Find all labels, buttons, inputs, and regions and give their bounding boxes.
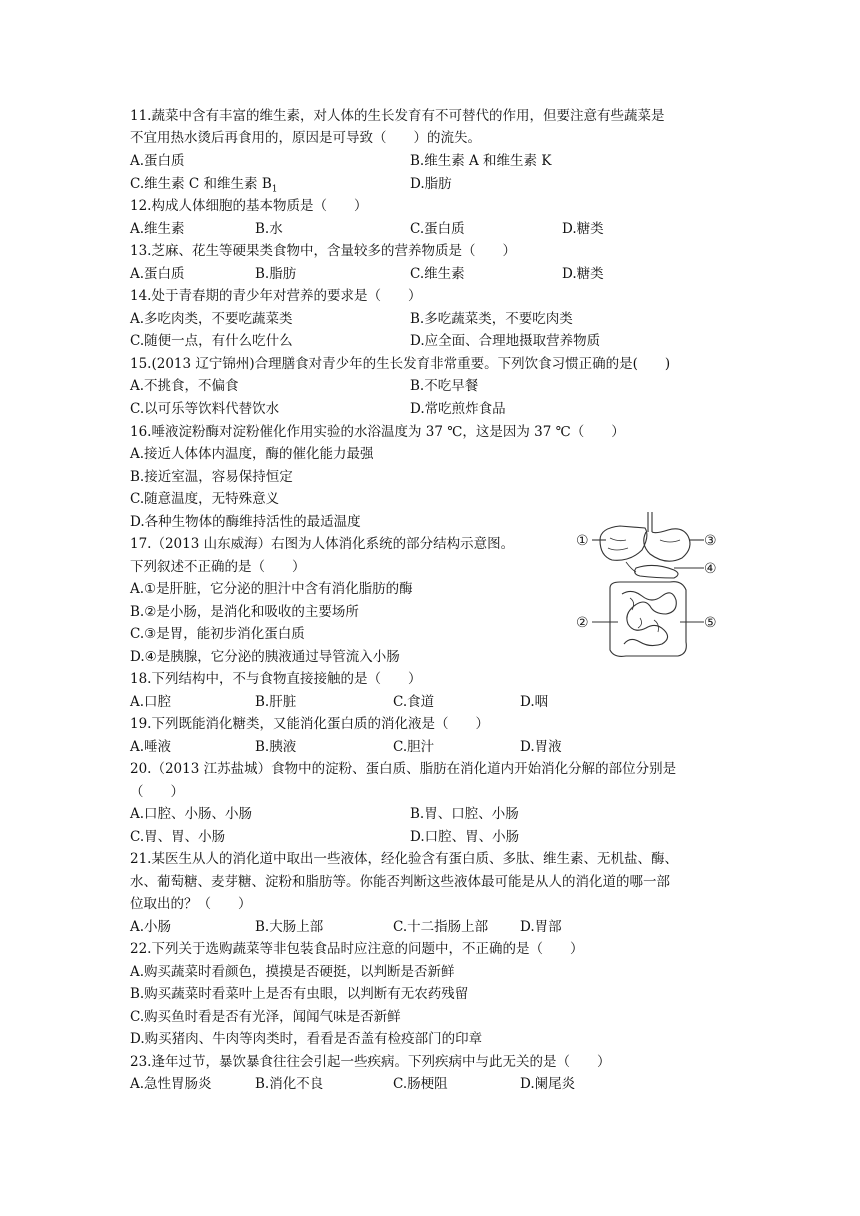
q12-stem: 12.构成人体细胞的基本物质是（ ） (130, 198, 368, 214)
q21-option-d[interactable]: D.胃部 (520, 919, 562, 935)
q21-option-b[interactable]: B.大肠上部 (255, 919, 324, 935)
q14-option-b[interactable]: B.多吃蔬菜类，不要吃肉类 (410, 311, 573, 327)
q12-option-c[interactable]: C.蛋白质 (410, 221, 465, 237)
q11-option-b[interactable]: B.维生素 A 和维生素 K (410, 153, 552, 169)
q15-option-c[interactable]: C.以可乐等饮料代替饮水 (130, 401, 280, 417)
q17-stem-line-2: 下列叙述不正确的是（ ） (130, 559, 306, 575)
q23-option-a[interactable]: A.急性胃肠炎 (130, 1076, 212, 1092)
stomach-shape (644, 529, 690, 561)
q20-option-a[interactable]: A.口腔、小肠、小肠 (130, 806, 253, 822)
q15-stem: 15.(2013 辽宁锦州)合理膳食对青少年的生长发育非常重要。下列饮食习惯正确的是( ) (130, 356, 671, 372)
q23-option-c[interactable]: C.肠梗阻 (393, 1076, 448, 1092)
q17-option-d[interactable]: D.④是胰腺，它分泌的胰液通过导管流入小肠 (130, 649, 400, 665)
esophagus-shape (648, 512, 652, 532)
q22-option-d[interactable]: D.购买猪肉、牛肉等肉类时，看看是否盖有检疫部门的印章 (130, 1031, 483, 1047)
q20-option-c[interactable]: C.胃、胃、小肠 (130, 829, 226, 845)
q17-option-a[interactable]: A.①是肝脏，它分泌的胆汁中含有消化脂肪的酶 (130, 581, 413, 597)
q23-option-d[interactable]: D.阑尾炎 (520, 1076, 576, 1092)
q11-option-c-text: C.维生素 C 和维生素 B (130, 176, 272, 192)
small-intestine-shape (622, 591, 676, 645)
figure-label-5: ⑤ (704, 615, 717, 631)
q11-stem-line-2: 不宜用热水烫后再食用的，原因是可导致（ ）的流失。 (130, 130, 481, 146)
q20-option-b[interactable]: B.胃、口腔、小肠 (410, 806, 519, 822)
q11-option-a[interactable]: A.蛋白质 (130, 153, 185, 169)
q16-option-a[interactable]: A.接近人体体内温度，酶的催化能力最强 (130, 446, 374, 462)
q20-option-d[interactable]: D.口腔、胃、小肠 (410, 829, 520, 845)
q12-option-a[interactable]: A.维生素 (130, 221, 185, 237)
q12-option-d[interactable]: D.糖类 (562, 221, 604, 237)
figure-label-1: ① (576, 533, 589, 549)
q22-option-b[interactable]: B.购买蔬菜时看菜叶上是否有虫眼，以判断有无农药残留 (130, 986, 469, 1002)
q21-stem-line-2: 水、葡萄糖、麦芽糖、淀粉和脂肪等。你能否判断这些液体最可能是从人的消化道的哪一部 (130, 874, 670, 890)
q11-option-d[interactable]: D.脂肪 (410, 176, 452, 192)
q18-stem: 18.下列结构中，不与食物直接接触的是（ ） (130, 671, 422, 687)
q18-option-a[interactable]: A.口腔 (130, 694, 172, 710)
q14-stem: 14.处于青春期的青少年对营养的要求是（ ） (130, 288, 422, 304)
figure-label-4: ④ (704, 561, 717, 577)
q16-stem: 16.唾液淀粉酶对淀粉催化作用实验的水浴温度为 37 ℃，这是因为 37 ℃（ ） (130, 424, 625, 440)
liver-shape (600, 526, 647, 560)
q18-option-d[interactable]: D.咽 (520, 694, 549, 710)
q19-option-c[interactable]: C.胆汁 (393, 739, 435, 755)
q11-option-c[interactable] (130, 174, 278, 194)
q19-option-d[interactable]: D.胃液 (520, 739, 562, 755)
figure-label-2: ② (576, 615, 589, 631)
q21-stem-line-1: 21.某医生从人的消化道中取出一些液体，经化验含有蛋白质、多肽、维生素、无机盐、酶、 (130, 851, 678, 867)
pancreas-shape (635, 565, 678, 578)
q11-stem-line-1: 11.蔬菜中含有丰富的维生素，对人体的生长发育有不可替代的作用，但要注意有些蔬菜是 (130, 108, 665, 124)
q23-stem: 23.逢年过节，暴饮暴食往往会引起一些疾病。下列疾病中与此无关的是（ ） (130, 1054, 611, 1070)
q13-stem: 13.芝麻、花生等硬果类食物中，含量较多的营养物质是（ ） (130, 243, 516, 259)
digestive-system-figure (570, 510, 720, 660)
q13-option-c[interactable]: C.维生素 (410, 266, 465, 282)
q19-option-a[interactable]: A.唾液 (130, 739, 172, 755)
q21-option-a[interactable]: A.小肠 (130, 919, 172, 935)
q13-option-b[interactable]: B.脂肪 (255, 266, 297, 282)
q14-option-a[interactable]: A.多吃肉类，不要吃蔬菜类 (130, 311, 293, 327)
q21-option-c[interactable]: C.十二指肠上部 (393, 919, 489, 935)
q12-option-b[interactable]: B.水 (255, 221, 283, 237)
q14-option-d[interactable]: D.应全面、合理地摄取营养物质 (410, 333, 601, 349)
q17-option-c[interactable]: C.③是胃，能初步消化蛋白质 (130, 626, 305, 642)
q22-option-c[interactable]: C.购买鱼时看是否有光泽，闻闻气味是否新鲜 (130, 1009, 401, 1025)
q19-stem: 19.下列既能消化糖类，又能消化蛋白质的消化液是（ ） (130, 716, 489, 732)
q13-option-a[interactable]: A.蛋白质 (130, 266, 185, 282)
q13-option-d[interactable]: D.糖类 (562, 266, 604, 282)
q18-option-c[interactable]: C.食道 (393, 694, 435, 710)
q22-option-a[interactable]: A.购买蔬菜时看颜色，摸摸是否硬挺，以判断是否新鲜 (130, 964, 455, 980)
q15-option-b[interactable]: B.不吃早餐 (410, 378, 479, 394)
q16-option-d[interactable]: D.各种生物体的酶维持活性的最适温度 (130, 514, 361, 530)
q11-option-c-subscript: 1 (271, 184, 278, 195)
q17-stem-line-1: 17.（2013 山东威海）右图为人体消化系统的部分结构示意图。 (130, 536, 515, 552)
q20-stem-line-2: （ ） (130, 784, 184, 800)
figure-label-3: ③ (704, 533, 717, 549)
q15-option-d[interactable]: D.常吃煎炸食品 (410, 401, 506, 417)
q16-option-b[interactable]: B.接近室温，容易保持恒定 (130, 469, 293, 485)
q21-stem-line-3: 位取出的？（ ） (130, 896, 252, 912)
q18-option-b[interactable]: B.肝脏 (255, 694, 297, 710)
q16-option-c[interactable]: C.随意温度，无特殊意义 (130, 491, 280, 507)
q14-option-c[interactable]: C.随便一点，有什么吃什么 (130, 333, 293, 349)
q22-stem: 22.下列关于选购蔬菜等非包装食品时应注意的问题中，不正确的是（ ） (130, 941, 584, 957)
q17-option-b[interactable]: B.②是小肠，是消化和吸收的主要场所 (130, 604, 359, 620)
q19-option-b[interactable]: B.胰液 (255, 739, 297, 755)
q20-stem-line-1: 20.（2013 江苏盐城）食物中的淀粉、蛋白质、脂肪在消化道内开始消化分解的部位分别是 (130, 761, 677, 777)
q15-option-a[interactable]: A.不挑食，不偏食 (130, 378, 239, 394)
q23-option-b[interactable]: B.消化不良 (255, 1076, 324, 1092)
